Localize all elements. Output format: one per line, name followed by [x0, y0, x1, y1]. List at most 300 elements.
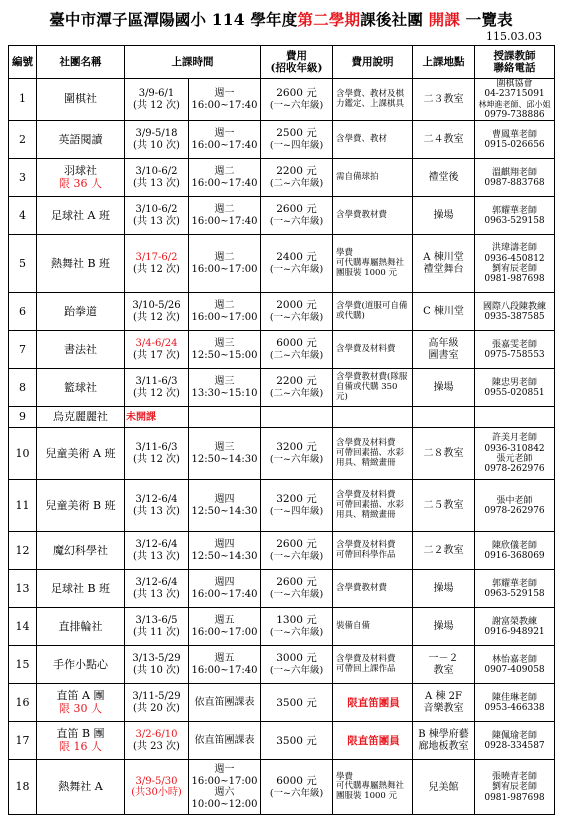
teacher-line-2: 04-23715091 — [484, 89, 545, 100]
date-range: 3/9-5/30 — [135, 775, 178, 787]
fee-amount: 2500 元 — [276, 127, 317, 140]
teacher-line-2: 0928-334587 — [484, 740, 545, 751]
teacher-line-2: 0916-948921 — [484, 626, 545, 637]
location-text: 二３教室 — [423, 93, 464, 105]
club-number: 3 — [9, 159, 37, 197]
club-name-text: 烏克麗麗社 — [53, 410, 108, 424]
teacher-line-2: 劉宥辰老師 — [491, 782, 537, 793]
location-text: 兒美館 — [428, 781, 459, 793]
club-location — [413, 760, 475, 815]
teacher-line-2: 0916-368069 — [484, 550, 545, 561]
desc-text: 限直笛團員 — [347, 696, 400, 709]
time-range: 13:30~15:10 — [191, 387, 258, 399]
session-count: (共 10 次) — [133, 139, 180, 151]
desc-text: 含學費(道服可自備或代購) — [336, 301, 408, 321]
club-name — [37, 760, 125, 815]
time-range: 16:00~17:00 — [191, 263, 258, 275]
teacher-line-3: 劉宥辰老師 — [491, 263, 537, 274]
fee-description — [333, 159, 413, 197]
session-count: (共 20 次) — [133, 702, 180, 714]
club-dates — [125, 159, 189, 197]
empty-cell — [189, 407, 261, 428]
teacher-line-2: 0963-529158 — [484, 588, 545, 599]
club-dates — [125, 646, 189, 684]
session-count: (共30小時) — [131, 787, 182, 799]
club-limit: 限 30 人 — [59, 701, 102, 715]
club-fee — [261, 369, 333, 407]
teacher-contact — [475, 235, 555, 293]
club-fee — [261, 159, 333, 197]
table-row — [9, 428, 555, 480]
desc-text-2: 可帶回素描、水彩用具、精緻畫冊 — [336, 499, 405, 520]
table-row — [9, 79, 555, 121]
fee-amount: 1300 元 — [276, 614, 317, 627]
club-time — [189, 480, 261, 532]
teacher-line: 陳佩瑜老師 — [491, 730, 537, 741]
club-dates — [125, 684, 189, 722]
club-fee — [261, 684, 333, 722]
club-name-text: 直笛 A 團 — [56, 689, 105, 703]
club-name-text: 直排輪社 — [58, 619, 103, 633]
date-range: 3/10-6/2 — [135, 204, 178, 216]
grade-range: (一~六年級) — [269, 627, 324, 639]
club-time — [189, 159, 261, 197]
club-name — [37, 159, 125, 197]
club-dates — [125, 197, 189, 235]
teacher-contact — [475, 722, 555, 760]
club-time — [189, 235, 261, 293]
club-name — [37, 722, 125, 760]
table-row — [9, 608, 555, 646]
club-time — [189, 428, 261, 480]
date-range: 3/10-5/26 — [132, 300, 181, 312]
teacher-line-3: 0981-987698 — [484, 792, 545, 803]
grade-range: (二~六年級) — [269, 388, 324, 400]
club-name — [37, 684, 125, 722]
club-fee — [261, 235, 333, 293]
club-number: 14 — [9, 608, 37, 646]
club-fee — [261, 121, 333, 159]
grade-range: (二~六年級) — [269, 178, 324, 190]
table-row — [9, 369, 555, 407]
table-row — [9, 159, 555, 197]
fee-description — [333, 197, 413, 235]
club-dates — [125, 407, 189, 428]
teacher-line-4: 0979-738886 — [484, 110, 545, 121]
club-location — [413, 480, 475, 532]
club-fee — [261, 570, 333, 608]
desc-text-2: 可代購專屬熱舞社團服裝 1000 元 — [336, 781, 405, 802]
location-text: 二４教室 — [423, 134, 464, 146]
grade-range: (一~四年級) — [269, 140, 324, 152]
grade-range: (一~六年級) — [269, 216, 324, 228]
club-name — [37, 369, 125, 407]
weekday: 週三 — [214, 442, 235, 454]
club-dates — [125, 235, 189, 293]
time-range: 12:50~14:30 — [191, 453, 258, 465]
club-name — [37, 79, 125, 121]
weekday: 週四 — [214, 539, 235, 551]
club-location — [413, 197, 475, 235]
club-number: 1 — [9, 79, 37, 121]
date-range: 3/10-6/2 — [135, 166, 178, 178]
desc-text-2: 可帶回科學作品 — [336, 549, 396, 560]
table-row — [9, 293, 555, 331]
session-count: (共 17 次) — [133, 349, 180, 361]
fee-amount: 3000 元 — [276, 652, 317, 665]
desc-text: 需自備球拍 — [336, 171, 379, 182]
fee-description — [333, 121, 413, 159]
fee-description — [333, 293, 413, 331]
club-name — [37, 121, 125, 159]
club-time — [189, 331, 261, 369]
teacher-contact — [475, 197, 555, 235]
session-count: (共 12 次) — [133, 311, 180, 323]
document-date: 115.03.03 — [486, 30, 542, 43]
teacher-line: 張中老師 — [496, 495, 533, 506]
fee-amount: 3500 元 — [276, 696, 317, 709]
club-fee — [261, 760, 333, 815]
desc-text: 含學費及材料費 — [336, 540, 396, 551]
club-name — [37, 570, 125, 608]
club-name-text: 熱舞社 A — [58, 780, 103, 794]
desc-text: 含學費教材費 — [336, 582, 388, 593]
location-text-2: 圖書室 — [428, 349, 459, 361]
table-row — [9, 760, 555, 815]
header-no: 編號 — [9, 46, 37, 79]
club-dates — [125, 121, 189, 159]
time-range: 12:50~15:00 — [191, 349, 258, 361]
club-number: 15 — [9, 646, 37, 684]
location-text: 操場 — [433, 621, 454, 633]
table-row — [9, 121, 555, 159]
desc-text: 裝備自備 — [336, 620, 371, 631]
club-number: 11 — [9, 480, 37, 532]
teacher-line-2: 0963-529158 — [484, 215, 545, 226]
table-row — [9, 722, 555, 760]
club-dates — [125, 293, 189, 331]
fee-amount: 3200 元 — [276, 441, 317, 454]
club-location — [413, 608, 475, 646]
club-location — [413, 293, 475, 331]
weekday: 週二 — [214, 166, 235, 178]
fee-description — [333, 369, 413, 407]
location-text: A 棟川堂 — [423, 252, 464, 264]
desc-text: 含學費及材料費 — [336, 490, 396, 501]
time-range: 12:50~14:30 — [191, 550, 258, 562]
session-count: (共 13 次) — [133, 215, 180, 227]
club-fee — [261, 293, 333, 331]
grade-range: (一~六年級) — [269, 264, 324, 276]
teacher-line: 國際八段陳教練 — [482, 301, 546, 312]
club-dates — [125, 722, 189, 760]
header-desc: 費用說明 — [333, 46, 413, 79]
time-range: 16:00~17:00 — [191, 311, 258, 323]
empty-cell — [475, 407, 555, 428]
club-name — [37, 331, 125, 369]
weekday: 依直笛團課表 — [194, 697, 255, 709]
fee-amount: 2400 元 — [276, 251, 317, 264]
fee-description — [333, 646, 413, 684]
session-count: (共 13 次) — [133, 177, 180, 189]
club-time — [189, 722, 261, 760]
header-time: 上課時間 — [125, 46, 261, 79]
club-location — [413, 570, 475, 608]
fee-amount: 3500 元 — [276, 734, 317, 747]
club-name-text: 圍棋社 — [64, 92, 97, 106]
club-location — [413, 79, 475, 121]
weekday: 依直笛團課表 — [194, 735, 255, 747]
teacher-line-2: 0915-026656 — [484, 139, 545, 150]
location-text: C 棟川堂 — [423, 306, 464, 318]
session-count: (共 13 次) — [133, 550, 180, 562]
time-range: 16:00~17:00 — [191, 775, 258, 787]
club-name — [37, 480, 125, 532]
table-row — [9, 235, 555, 293]
club-time — [189, 121, 261, 159]
club-number: 4 — [9, 197, 37, 235]
teacher-line-2: 0936-450812 — [484, 253, 545, 264]
fee-description — [333, 79, 413, 121]
teacher-contact — [475, 159, 555, 197]
club-fee — [261, 79, 333, 121]
table-row — [9, 407, 555, 428]
empty-cell — [413, 407, 475, 428]
fee-amount: 6000 元 — [276, 774, 317, 787]
club-dates — [125, 570, 189, 608]
club-number: 6 — [9, 293, 37, 331]
club-number: 12 — [9, 532, 37, 570]
header-name: 社團名稱 — [37, 46, 125, 79]
weekday: 週三 — [214, 376, 235, 388]
teacher-contact — [475, 646, 555, 684]
page-title — [0, 8, 562, 30]
club-name-text: 熱舞社 B 班 — [50, 256, 111, 270]
fee-amount: 2600 元 — [276, 576, 317, 589]
club-dates — [125, 331, 189, 369]
teacher-line-4: 0978-262976 — [484, 464, 545, 475]
session-count: (共 12 次) — [133, 387, 180, 399]
club-name-text: 魔幻科學社 — [53, 543, 108, 557]
date-range: 3/4-6/24 — [135, 338, 178, 350]
fee-description — [333, 532, 413, 570]
header-fee: 費用 (招收年級) — [261, 46, 333, 79]
grade-range: (一~四年級) — [269, 506, 324, 518]
club-name — [37, 197, 125, 235]
session-count: (共 12 次) — [133, 453, 180, 465]
desc-text: 含學費教材費 — [336, 209, 388, 220]
weekday: 週五 — [214, 615, 235, 627]
table-row — [9, 570, 555, 608]
club-number: 13 — [9, 570, 37, 608]
club-number: 8 — [9, 369, 37, 407]
title-middle: 課後社團 — [360, 10, 429, 29]
club-name — [37, 428, 125, 480]
teacher-line: 洪瑋濤老師 — [491, 243, 537, 254]
teacher-line-2: 0978-262976 — [484, 505, 545, 516]
club-time — [189, 79, 261, 121]
fee-description — [333, 480, 413, 532]
desc-text: 學費 — [336, 248, 354, 259]
time-range: 16:00~17:00 — [191, 626, 258, 638]
club-name — [37, 646, 125, 684]
teacher-line: 陳佳琳老師 — [491, 692, 537, 703]
club-location — [413, 159, 475, 197]
fee-description — [333, 570, 413, 608]
teacher-line-2: 0987-883768 — [484, 177, 545, 188]
club-name — [37, 235, 125, 293]
date-range: 3/13-6/5 — [135, 615, 178, 627]
fee-description — [333, 684, 413, 722]
location-text-2: 音樂教室 — [423, 702, 464, 714]
club-fee — [261, 722, 333, 760]
teacher-line-2: 0975-758553 — [484, 349, 545, 360]
weekday: 週二 — [214, 204, 235, 216]
teacher-line-3: 張元老師 — [496, 453, 533, 464]
club-number: 5 — [9, 235, 37, 293]
location-text: 禮堂後 — [428, 172, 459, 184]
location-text-2: 廊地板教室 — [418, 740, 469, 752]
table-row — [9, 331, 555, 369]
desc-text: 含學費及材料費 — [336, 343, 396, 354]
club-dates — [125, 369, 189, 407]
club-location — [413, 684, 475, 722]
time-range-2: 10:00~12:00 — [191, 798, 258, 810]
club-name-text: 兒童美術 B 班 — [45, 498, 116, 512]
time-range: 16:00~17:40 — [191, 99, 258, 111]
date-range: 3/12-6/4 — [135, 577, 178, 589]
session-count: (共 23 次) — [133, 740, 180, 752]
club-fee — [261, 480, 333, 532]
club-name — [37, 532, 125, 570]
club-name — [37, 293, 125, 331]
teacher-line: 郭耀華老師 — [491, 205, 537, 216]
time-range: 16:00~17:40 — [191, 664, 258, 676]
club-location — [413, 532, 475, 570]
teacher-line-2: 0955-020851 — [484, 387, 545, 398]
desc-text: 學費 — [336, 771, 354, 782]
weekday: 週四 — [214, 494, 235, 506]
location-text: B 棟學府藝 — [418, 729, 469, 741]
club-name-text: 英語閱讀 — [58, 132, 103, 146]
weekday: 週四 — [214, 577, 235, 589]
teacher-line-2: 0907-409058 — [484, 664, 545, 675]
club-dates — [125, 79, 189, 121]
grade-range: (一~六年級) — [269, 665, 324, 677]
club-location — [413, 331, 475, 369]
date-range: 3/11-6/3 — [135, 442, 178, 454]
teacher-line-2: 0936-310842 — [484, 443, 545, 454]
club-time — [189, 532, 261, 570]
club-dates — [125, 480, 189, 532]
teacher-line: 林怡嘉老師 — [491, 654, 537, 665]
location-text: 二８教室 — [423, 448, 464, 460]
table-row — [9, 646, 555, 684]
time-range: 16:00~17:40 — [191, 177, 258, 189]
fee-amount: 2200 元 — [276, 165, 317, 178]
fee-amount: 3200 元 — [276, 493, 317, 506]
table-row — [9, 480, 555, 532]
empty-cell — [333, 407, 413, 428]
fee-description — [333, 608, 413, 646]
weekday: 週五 — [214, 653, 235, 665]
location-text: 操場 — [433, 382, 454, 394]
time-range: 16:00~17:40 — [191, 588, 258, 600]
club-name-text: 跆拳道 — [64, 304, 97, 318]
club-time — [189, 646, 261, 684]
club-number: 7 — [9, 331, 37, 369]
teacher-line: 圍棋協會 — [496, 79, 533, 89]
session-count: (共 11 次) — [133, 626, 180, 638]
teacher-contact — [475, 760, 555, 815]
time-range: 16:00~17:40 — [191, 139, 258, 151]
fee-amount: 2000 元 — [276, 299, 317, 312]
club-time — [189, 570, 261, 608]
club-limit: 限 36 人 — [59, 176, 102, 190]
club-location — [413, 428, 475, 480]
desc-text-2: 可代購專屬熱舞社團服裝 1000 元 — [336, 257, 405, 278]
desc-text: 含學費教材費(隊服自備或代購 350 元) — [336, 372, 408, 402]
club-number: 18 — [9, 760, 37, 815]
teacher-line-2: 0953-466338 — [484, 702, 545, 713]
club-dates — [125, 608, 189, 646]
fee-amount: 6000 元 — [276, 337, 317, 350]
teacher-line: 謝富榮教練 — [491, 616, 537, 627]
club-fee — [261, 331, 333, 369]
club-number: 10 — [9, 428, 37, 480]
club-name-text: 籃球社 — [64, 380, 97, 394]
club-fee — [261, 428, 333, 480]
desc-text-2: 可帶回上課作品 — [336, 663, 396, 674]
fee-description — [333, 722, 413, 760]
table-row — [9, 532, 555, 570]
location-text: 一－２ — [428, 653, 459, 665]
club-name — [37, 407, 125, 428]
weekday: 週一 — [214, 764, 235, 776]
club-fee — [261, 532, 333, 570]
table-row — [9, 197, 555, 235]
session-count: (共 10 次) — [133, 664, 180, 676]
grade-range: (一~六年級) — [269, 787, 324, 799]
teacher-line: 許美月老師 — [491, 433, 537, 444]
fee-amount: 2600 元 — [276, 87, 317, 100]
teacher-contact — [475, 369, 555, 407]
teacher-line-2: 0935-387585 — [484, 311, 545, 322]
header-teacher: 授課教師 聯絡電話 — [475, 46, 555, 79]
location-text: 二５教室 — [423, 500, 464, 512]
title-semester: 第二學期 — [297, 10, 361, 29]
club-name — [37, 608, 125, 646]
club-time — [189, 293, 261, 331]
teacher-contact — [475, 684, 555, 722]
weekday: 週一 — [214, 128, 235, 140]
club-number: 9 — [9, 407, 37, 428]
club-fee — [261, 646, 333, 684]
session-count: (共 13 次) — [133, 505, 180, 517]
teacher-contact — [475, 293, 555, 331]
club-name-text: 足球社 B 班 — [50, 581, 111, 595]
date-range: 3/13-5/29 — [132, 653, 181, 665]
date-range: 3/11-6/3 — [135, 376, 178, 388]
grade-range: (一~六年級) — [269, 312, 324, 324]
club-location — [413, 369, 475, 407]
club-dates — [125, 532, 189, 570]
weekday: 週二 — [214, 300, 235, 312]
teacher-contact — [475, 331, 555, 369]
club-number: 2 — [9, 121, 37, 159]
teacher-contact — [475, 480, 555, 532]
club-dates — [125, 760, 189, 815]
